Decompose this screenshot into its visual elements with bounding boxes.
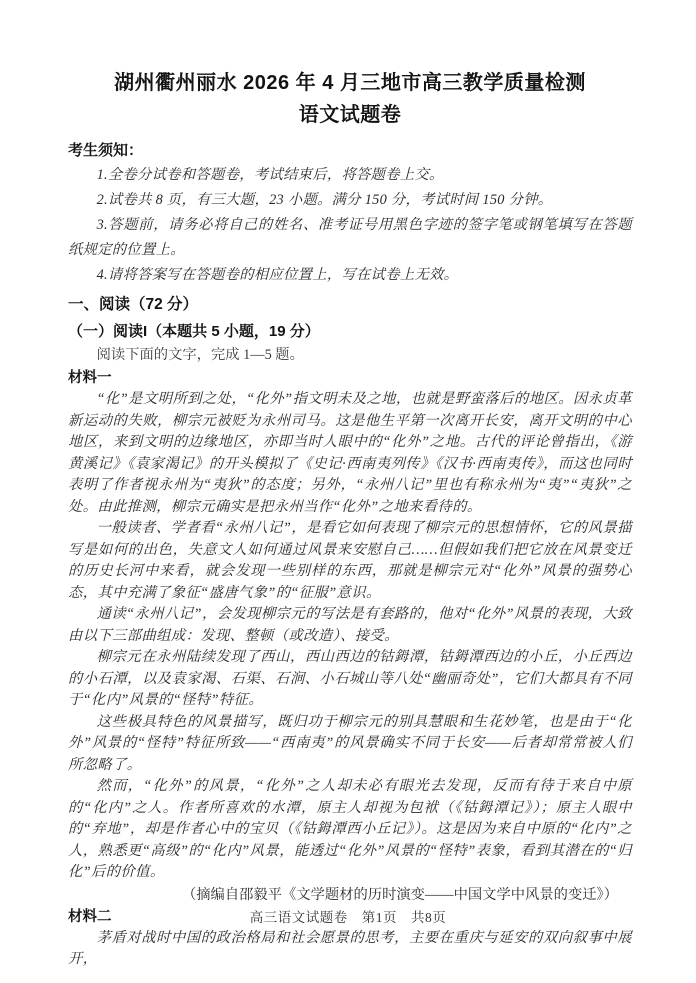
notice-item-3: 3.答题前，请务必将自己的姓名、准考证号用黑色字迹的签字笔或钢笔填写在答题纸规定的位置上。 bbox=[68, 217, 632, 258]
reading-instruction: 阅读下面的文字，完成 1—5 题。 bbox=[96, 347, 304, 363]
material-one-paragraph: 然而，“化外”的风景，“化外”之人却未必有眼光去发现，反而有待于来自中原的“化内”之人。作者所喜欢的水潭，原主人却视为包袱（《钴鉧潭记》）；原主人眼中的“弃地”，却是作者心中的宝贝（《钴鉧潭西小丘记》）。这是因为来自中原的“化内”之人，熟悉更“高级”的“化内”风景，能透过“化外”风景的“怪特”表象，看到其潜在的“归化”后的价值。 bbox=[68, 778, 632, 880]
material-one-paragraph: 柳宗元在永州陆续发现了西山，西山西边的钴鉧潭，钴鉧潭西边的小丘，小丘西边的小石潭，以及袁家渴、石渠、石涧、小石城山等八处“幽丽奇处”，它们大都具有不同于“化内”风景的“怪特”特征。 bbox=[68, 649, 632, 708]
material-one-label: 材料一 bbox=[68, 370, 112, 386]
subsection-reading1-heading: （一）阅读I（本题共 5 小题，19 分） bbox=[68, 323, 320, 340]
material-one-paragraph: 一般读者、学者看“永州八记”，是看它如何表现了柳宗元的思想情怀，它的风景描写是如何的出色，失意文人如何通过风景来安慰自己……但假如我们把它放在风景变迁的历史长河中来看，就会发现一些别样的东西，那就是柳宗元对“化外”风景的强势心态，其中充满了象征“盛唐气象”的“征服”意识。 bbox=[68, 520, 632, 601]
paper-title-line1: 湖州衢州丽水 2026 年 4 月三地市高三教学质量检测 bbox=[114, 72, 586, 94]
page-footer: 高三语文试题卷 第1页 共8页 bbox=[249, 910, 447, 925]
notice-item-4: 4.请将答案写在答题卷的相应位置上，写在试卷上无效。 bbox=[96, 267, 459, 283]
notice-item-1: 1.全卷分试卷和答题卷，考试结束后，将答题卷上交。 bbox=[96, 167, 444, 183]
material-one-paragraph: 通读“永州八记”，会发现柳宗元的写法是有套路的，他对“化外”风景的表现，大致由以下三部曲组成：发现、整顿（或改造）、接受。 bbox=[68, 606, 632, 644]
material-two-label: 材料二 bbox=[68, 908, 112, 925]
section-reading-heading: 一、阅读（72 分） bbox=[68, 296, 199, 313]
notice-heading: 考生须知： bbox=[68, 142, 144, 159]
paper-title-line2: 语文试题卷 bbox=[298, 104, 402, 126]
material-two-paragraph: 茅盾对战时中国的政治格局和社会愿景的思考，主要在重庆与延安的双向叙事中展开， bbox=[68, 929, 632, 967]
notice-item-2: 2.试卷共 8 页，有三大题，23 小题。满分 150 分，考试时间 150 分钟。 bbox=[96, 192, 553, 208]
material-one-paragraph: 这些极具特色的风景描写，既归功于柳宗元的别具慧眼和生花妙笔，也是由于“化外”风景的“怪特”特征所致——“西南夷”的风景确实不同于长安——后者却常常被人们所忽略了。 bbox=[68, 713, 632, 773]
material-one-paragraph: “化”是文明所到之处，“化外”指文明未及之地，也就是野蛮落后的地区。因永贞革新运动的失败，柳宗元被贬为永州司马。这是他生平第一次离开长安，离开文明的中心地区，来到文明的边缘地区，亦即当时人眼中的“化外”之地。古代的评论曾指出，《游黄溪记》《袁家渴记》的开头模拟了《史记·西南夷列传》《汉书·西南夷传》，而这也同时表明了作者视永州为“夷狄”的态度；另外，“永州八记”里也有称永州为“夷”“夷狄”之处。由此推测，柳宗元确实是把永州当作“化外”之地来看待的。 bbox=[68, 391, 632, 515]
material-one-attribution: （摘编自邵毅平《文学题材的历时演变——中国文学中风景的变迁》） bbox=[181, 886, 618, 903]
